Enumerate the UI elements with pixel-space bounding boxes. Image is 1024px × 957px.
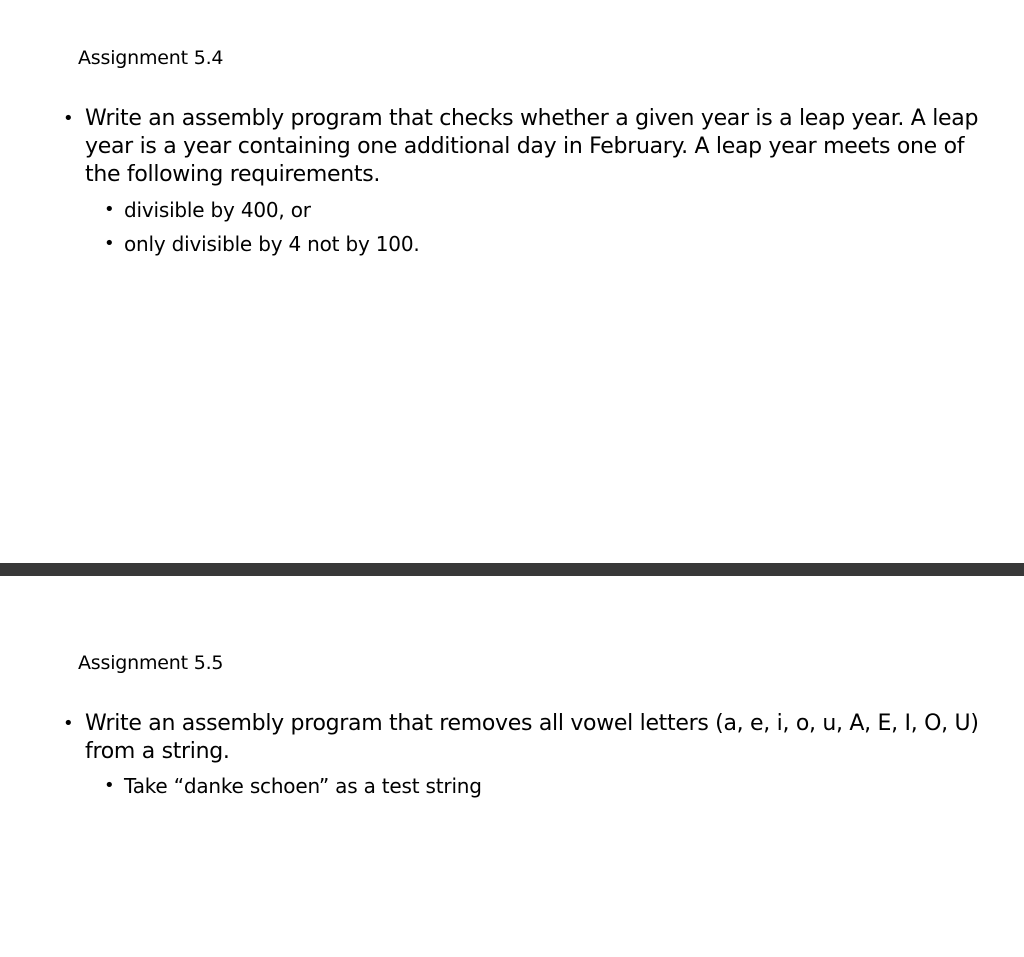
assignment-5-4-sub-bullet-2 [104,231,984,257]
assignment-5-5-slide [0,576,1024,957]
sub-bullet-text: Take “danke schoen” as a test string [124,774,482,798]
assignment-5-4-title: Assignment 5.4 [78,47,224,69]
main-bullet-line-2: from a string. [85,739,230,764]
sub-bullet-text: only divisible by 4 not by 100. [124,232,420,256]
assignment-5-5-sub-bullet-1 [104,773,984,799]
assignment-5-5-title: Assignment 5.5 [78,652,224,674]
main-bullet-line-3: the following requirements. [85,162,381,187]
main-bullet-line-1: Write an assembly program that removes all vowel letters (a, e, i, o, u, A, E, I, O, U) [85,711,979,736]
assignment-5-5-main-bullet [63,710,985,766]
assignment-5-4-main-bullet [63,105,985,189]
bullet-icon: • [104,199,115,220]
bullet-icon: • [63,713,74,734]
bullet-icon: • [104,775,115,796]
bullet-icon: • [104,233,115,254]
main-bullet-line-1: Write an assembly program that checks whether a given year is a leap year. A leap [85,106,979,131]
sub-bullet-text: divisible by 400, or [124,198,311,222]
slide-separator [0,563,1024,576]
assignment-5-4-sub-bullet-1 [104,197,984,223]
bullet-icon: • [63,108,74,129]
main-bullet-line-2: year is a year containing one additional day in February. A leap year meets one of [85,134,965,159]
